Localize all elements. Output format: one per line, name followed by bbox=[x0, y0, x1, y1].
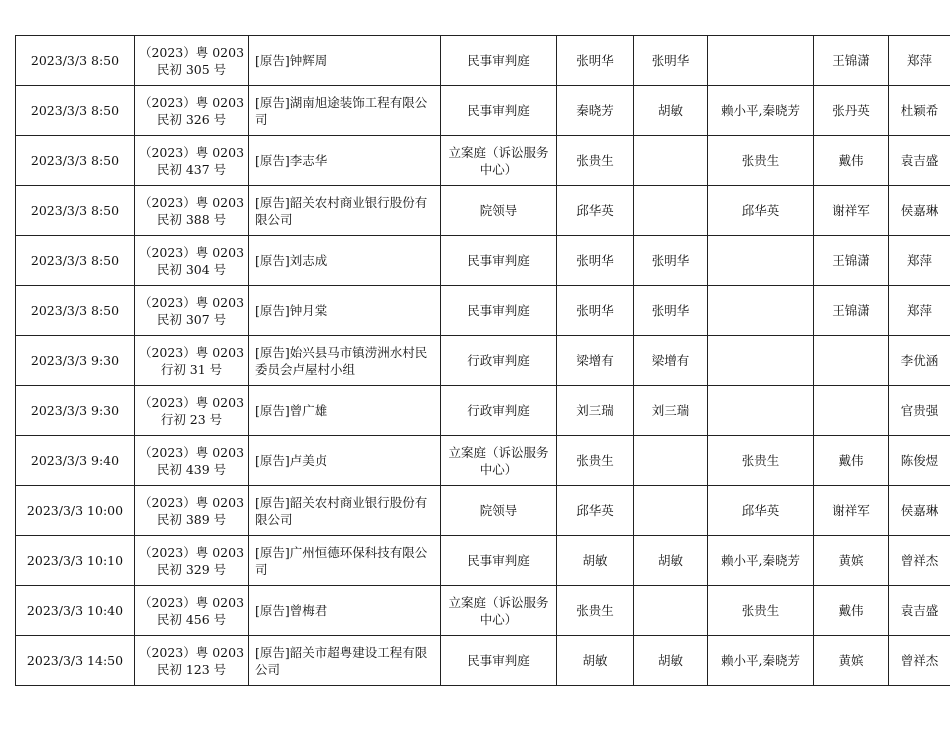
clerk-cell: 戴伟 bbox=[814, 586, 889, 636]
case-number-cell: （2023）粤 0203 行初 31 号 bbox=[135, 336, 249, 386]
table-row bbox=[16, 86, 950, 136]
recorder-cell: 侯嘉琳 bbox=[889, 186, 950, 236]
clerk-cell: 黄嫔 bbox=[814, 536, 889, 586]
table-row bbox=[16, 36, 950, 86]
presiding-judge-cell: 秦晓芳 bbox=[557, 86, 634, 136]
case-number-cell: （2023）粤 0203 民初 123 号 bbox=[135, 636, 249, 686]
clerk-cell: 黄嫔 bbox=[814, 636, 889, 686]
hearing-time-cell: 2023/3/3 8:50 bbox=[16, 136, 135, 186]
court-division-cell: 民事审判庭 bbox=[441, 86, 557, 136]
hearing-time-cell: 2023/3/3 8:50 bbox=[16, 86, 135, 136]
clerk-cell: 王锦潇 bbox=[814, 236, 889, 286]
panel-members-cell: 张贵生 bbox=[708, 136, 814, 186]
court-division-cell: 行政审判庭 bbox=[441, 336, 557, 386]
recorder-cell: 侯嘉琳 bbox=[889, 486, 950, 536]
presiding-judge-cell: 刘三瑞 bbox=[557, 386, 634, 436]
party-cell: [原告]钟辉周 bbox=[249, 36, 441, 86]
hearing-time-cell: 2023/3/3 8:50 bbox=[16, 36, 135, 86]
table-row bbox=[16, 586, 950, 636]
panel-members-cell bbox=[708, 336, 814, 386]
court-division-cell: 民事审判庭 bbox=[441, 536, 557, 586]
party-cell: [原告]钟月棠 bbox=[249, 286, 441, 336]
recorder-cell: 李优涵 bbox=[889, 336, 950, 386]
case-number-cell: （2023）粤 0203 民初 304 号 bbox=[135, 236, 249, 286]
hearing-time-cell: 2023/3/3 8:50 bbox=[16, 286, 135, 336]
panel-members-cell bbox=[708, 36, 814, 86]
clerk-cell: 王锦潇 bbox=[814, 36, 889, 86]
recorder-cell: 郑萍 bbox=[889, 236, 950, 286]
case-number-cell: （2023）粤 0203 民初 437 号 bbox=[135, 136, 249, 186]
table-row bbox=[16, 336, 950, 386]
clerk-cell bbox=[814, 336, 889, 386]
hearing-time-cell: 2023/3/3 8:50 bbox=[16, 236, 135, 286]
presiding-judge-cell: 胡敏 bbox=[557, 536, 634, 586]
table-row bbox=[16, 236, 950, 286]
party-cell: [原告]曾梅君 bbox=[249, 586, 441, 636]
undertaking-judge-cell: 张明华 bbox=[634, 236, 708, 286]
table-row bbox=[16, 386, 950, 436]
undertaking-judge-cell: 张明华 bbox=[634, 36, 708, 86]
case-number-cell: （2023）粤 0203 民初 307 号 bbox=[135, 286, 249, 336]
hearing-time-cell: 2023/3/3 9:40 bbox=[16, 436, 135, 486]
hearing-time-cell: 2023/3/3 10:10 bbox=[16, 536, 135, 586]
court-division-cell: 立案庭（诉讼服务中心） bbox=[441, 436, 557, 486]
clerk-cell: 王锦潇 bbox=[814, 286, 889, 336]
party-cell: [原告]始兴县马市镇涝洲水村民委员会卢屋村小组 bbox=[249, 336, 441, 386]
undertaking-judge-cell bbox=[634, 586, 708, 636]
hearing-time-cell: 2023/3/3 9:30 bbox=[16, 336, 135, 386]
panel-members-cell: 邱华英 bbox=[708, 186, 814, 236]
table-row bbox=[16, 186, 950, 236]
party-cell: [原告]李志华 bbox=[249, 136, 441, 186]
recorder-cell: 袁吉盛 bbox=[889, 586, 950, 636]
party-cell: [原告]韶关市超粤建设工程有限公司 bbox=[249, 636, 441, 686]
case-number-cell: （2023）粤 0203 民初 305 号 bbox=[135, 36, 249, 86]
case-number-cell: （2023）粤 0203 民初 326 号 bbox=[135, 86, 249, 136]
hearing-time-cell: 2023/3/3 8:50 bbox=[16, 186, 135, 236]
clerk-cell: 张丹英 bbox=[814, 86, 889, 136]
case-number-cell: （2023）粤 0203 民初 329 号 bbox=[135, 536, 249, 586]
undertaking-judge-cell bbox=[634, 486, 708, 536]
case-number-cell: （2023）粤 0203 民初 439 号 bbox=[135, 436, 249, 486]
undertaking-judge-cell: 张明华 bbox=[634, 286, 708, 336]
party-cell: [原告]曾广雄 bbox=[249, 386, 441, 436]
panel-members-cell: 张贵生 bbox=[708, 436, 814, 486]
court-division-cell: 民事审判庭 bbox=[441, 36, 557, 86]
undertaking-judge-cell: 胡敏 bbox=[634, 86, 708, 136]
court-division-cell: 民事审判庭 bbox=[441, 636, 557, 686]
hearing-time-cell: 2023/3/3 10:40 bbox=[16, 586, 135, 636]
panel-members-cell: 张贵生 bbox=[708, 586, 814, 636]
recorder-cell: 杜颖希 bbox=[889, 86, 950, 136]
presiding-judge-cell: 张明华 bbox=[557, 236, 634, 286]
presiding-judge-cell: 邱华英 bbox=[557, 486, 634, 536]
clerk-cell: 谢祥军 bbox=[814, 186, 889, 236]
case-number-cell: （2023）粤 0203 民初 456 号 bbox=[135, 586, 249, 636]
recorder-cell: 曾祥杰 bbox=[889, 536, 950, 586]
undertaking-judge-cell: 梁增有 bbox=[634, 336, 708, 386]
recorder-cell: 曾祥杰 bbox=[889, 636, 950, 686]
recorder-cell: 陈俊煜 bbox=[889, 436, 950, 486]
presiding-judge-cell: 张贵生 bbox=[557, 586, 634, 636]
presiding-judge-cell: 邱华英 bbox=[557, 186, 634, 236]
court-division-cell: 立案庭（诉讼服务中心） bbox=[441, 136, 557, 186]
case-number-cell: （2023）粤 0203 民初 389 号 bbox=[135, 486, 249, 536]
clerk-cell: 戴伟 bbox=[814, 436, 889, 486]
undertaking-judge-cell bbox=[634, 136, 708, 186]
panel-members-cell: 赖小平,秦晓芳 bbox=[708, 536, 814, 586]
party-cell: [原告]湖南旭途装饰工程有限公司 bbox=[249, 86, 441, 136]
presiding-judge-cell: 张贵生 bbox=[557, 136, 634, 186]
panel-members-cell: 赖小平,秦晓芳 bbox=[708, 636, 814, 686]
presiding-judge-cell: 张明华 bbox=[557, 36, 634, 86]
undertaking-judge-cell: 胡敏 bbox=[634, 636, 708, 686]
party-cell: [原告]韶关农村商业银行股份有限公司 bbox=[249, 486, 441, 536]
presiding-judge-cell: 张贵生 bbox=[557, 436, 634, 486]
presiding-judge-cell: 胡敏 bbox=[557, 636, 634, 686]
clerk-cell: 戴伟 bbox=[814, 136, 889, 186]
table-row bbox=[16, 286, 950, 336]
table-body bbox=[16, 36, 950, 686]
table-row bbox=[16, 136, 950, 186]
undertaking-judge-cell: 刘三瑞 bbox=[634, 386, 708, 436]
court-division-cell: 院领导 bbox=[441, 486, 557, 536]
case-number-cell: （2023）粤 0203 行初 23 号 bbox=[135, 386, 249, 436]
panel-members-cell bbox=[708, 386, 814, 436]
court-division-cell: 民事审判庭 bbox=[441, 236, 557, 286]
undertaking-judge-cell: 胡敏 bbox=[634, 536, 708, 586]
recorder-cell: 官贵强 bbox=[889, 386, 950, 436]
table-row bbox=[16, 436, 950, 486]
party-cell: [原告]韶关农村商业银行股份有限公司 bbox=[249, 186, 441, 236]
table-row bbox=[16, 636, 950, 686]
table-row bbox=[16, 486, 950, 536]
court-division-cell: 民事审判庭 bbox=[441, 286, 557, 336]
party-cell: [原告]广州恒德环保科技有限公司 bbox=[249, 536, 441, 586]
case-number-cell: （2023）粤 0203 民初 388 号 bbox=[135, 186, 249, 236]
court-division-cell: 立案庭（诉讼服务中心） bbox=[441, 586, 557, 636]
hearing-time-cell: 2023/3/3 14:50 bbox=[16, 636, 135, 686]
undertaking-judge-cell bbox=[634, 186, 708, 236]
presiding-judge-cell: 张明华 bbox=[557, 286, 634, 336]
recorder-cell: 郑萍 bbox=[889, 36, 950, 86]
hearing-time-cell: 2023/3/3 9:30 bbox=[16, 386, 135, 436]
undertaking-judge-cell bbox=[634, 436, 708, 486]
party-cell: [原告]卢美贞 bbox=[249, 436, 441, 486]
table-row bbox=[16, 536, 950, 586]
recorder-cell: 郑萍 bbox=[889, 286, 950, 336]
hearing-time-cell: 2023/3/3 10:00 bbox=[16, 486, 135, 536]
hearing-schedule-table bbox=[15, 35, 950, 686]
recorder-cell: 袁吉盛 bbox=[889, 136, 950, 186]
clerk-cell: 谢祥军 bbox=[814, 486, 889, 536]
presiding-judge-cell: 梁增有 bbox=[557, 336, 634, 386]
court-division-cell: 院领导 bbox=[441, 186, 557, 236]
panel-members-cell bbox=[708, 286, 814, 336]
panel-members-cell: 邱华英 bbox=[708, 486, 814, 536]
clerk-cell bbox=[814, 386, 889, 436]
panel-members-cell bbox=[708, 236, 814, 286]
court-division-cell: 行政审判庭 bbox=[441, 386, 557, 436]
party-cell: [原告]刘志成 bbox=[249, 236, 441, 286]
panel-members-cell: 赖小平,秦晓芳 bbox=[708, 86, 814, 136]
